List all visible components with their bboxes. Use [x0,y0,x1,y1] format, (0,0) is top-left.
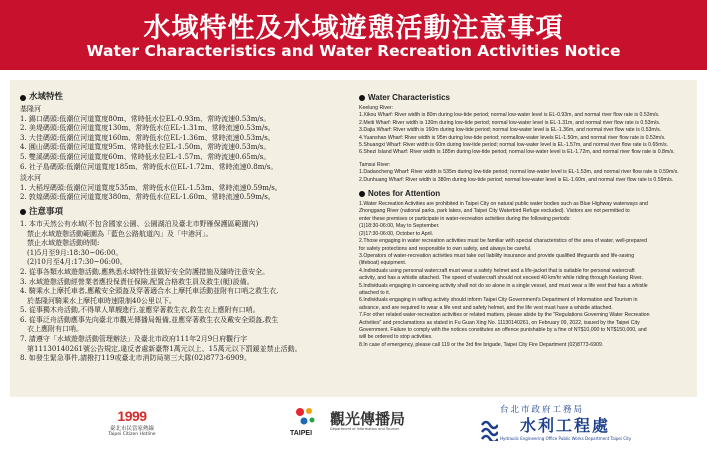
list-item: 4. 騎乘水上摩托車者,應戴安全頭盔及穿著適合水上摩托車活動並附有口哨之救生衣, [20,287,279,296]
bullet-icon [20,209,26,215]
hotline-label-zh: 臺北市民當家熱線 [109,426,154,432]
taipei-wordmark: TAIPEI [290,430,313,437]
list-item: 1. 大稻埕碼頭:低潮位河道寬度535m、常時低水位EL-1.53m、常時流速0.59m/s。 [20,183,282,192]
chinese-column [20,88,355,364]
list-item: 6. 社子島碼頭:低潮位河道寬度185m、常時低水位EL-1.72m、常時流速0.8m/s。 [20,162,278,171]
list-item: 8.In case of emergency, please call 119 or the 3rd fire brigade, Taipei City Fire Department (02)8773-6909. [359,341,604,348]
bullet-icon [20,95,26,101]
list-item: (lifeboat) equipment. [359,260,407,267]
list-item: 3. 水域遊憩活動經營業者應投保責任保險,配置合格救生員及救生(艇)設備。 [20,277,254,286]
list-item: 2. 從事各類水域遊憩活動,應熟悉水域特性並做好安全防護措施及隨時注意安全。 [20,267,270,276]
hotline-label-en: Taipei Citizen Hotline [108,432,156,437]
list-item: 6.Shezi Island Wharf: River width is 185m during low-tide period; normal low-water level is EL-1.72m, and normal river flow rate is 0.8m/s. [359,149,675,156]
list-item: advance, and are required to wear a life vest and safety helmet, and the life vest must have a whistle attached. [359,304,613,311]
section-heading: 水域特性 [20,92,355,103]
wave-emblem-icon [480,417,498,441]
river-title: Keelung River: [359,105,394,111]
list-item: for safety protections and responsible to own safety, and always be careful. [359,245,532,252]
list-item: 4.Individuals using personal watercraft must wear a safety helmet and a life-jacket that is suitable for personal watercraft [359,267,635,274]
section-heading: Water Characteristics [359,92,695,103]
hed-agency-name: 台北市政府工務局 [500,405,585,415]
keelung-list [20,115,355,173]
list-item: 6. 從事泛舟活動應事先向臺北市觀光傳播局報備,並應穿著救生衣及戴安全頭盔,救生 [20,315,279,324]
list-item: 2. 敦煌碼頭:低潮位河道寬度380m、常時低水位EL-1.60m、常時流速0.59m/s。 [20,193,275,202]
list-item: 2. 美堤碼頭:低潮位河道寬度130m、常時低水位EL-1.31m、常時流速0.53m/s。 [20,124,275,133]
list-item: (1)5月至9月:18:30~06:00。 [20,248,123,257]
list-item: attached to it. [359,289,391,296]
list-item: 第11130140261號公告規定,違反者處新臺幣1萬元以上、15萬元以下罰鍰並禁止活動。 [20,344,302,353]
list-item: 1. 錫口碼頭:低潮位河道寬度80m、常時低水位EL-0.93m、常時流速0.53m/s。 [20,114,271,123]
list-item: 禁止水域遊憩活動範圍為「藍色公路航道內」及「中港河」。 [20,229,213,238]
section-heading: 注意事項 [20,207,355,218]
header-banner [0,0,707,70]
list-item: (1)18:30-06:00, May to September. [359,223,440,230]
list-item: (2)17:30-06:00, October to April. [359,230,434,237]
list-item: 1.Dadaocheng Wharf: River width is 535m during low-tide period; normal low-water level is EL-1.53m, and normal river flow rate is 0.59m/s. [359,169,679,176]
hed-english-name: Hydraulic Engineering Office Public Works Department Taipei City [500,436,632,441]
notes-list [359,201,695,349]
list-item: 5.Shuangxi Wharf: River width is 60m during low-tide period; normal low-water level is EL-1.57m, and normal river flow rate is 0.65m/s. [359,142,669,149]
list-item: will be ordered to stop activities. [359,334,433,341]
list-item: 6.Individuals engaging in rafting activity should inform Taipei City Government's Department of Information and Tourism in [359,297,638,304]
list-item: 3.Dajia Wharf: River width is 160m during low-tide period; normal low-water level is EL-1.36m, and normal river flow rate is 0.53m/s. [359,127,662,134]
list-item: 2.Those engaging in water recreation activities must be familiar with special characteristics of the area of water, well-prepared [359,238,648,245]
list-item: Zhonggang River (national parks, park lakes, and Taipei City Waterbird Refuge excluded). Visitors are not permitted to [359,208,630,215]
list-item: 3.Operators of water-recreation activities must take out liability insurance and provide qualified lifeguards and life-saving [359,252,635,259]
list-item: 3. 大佳碼頭:低潮位河道寬度160m、常時低水位EL-1.36m、常時流速0.53m/s。 [20,133,275,142]
list-item: 1.Water Recreation Activities are prohibited in Taipei City on natural public water bodies such as Blue Highway waterways and [359,201,648,208]
list-item: 1. 本市天然公有水域(不包含國家公園、公園湖泊及臺北市野雁保護區範圍內) [20,219,259,228]
bullet-icon [359,191,365,197]
title-english: Water Characteristics and Water Recreation Activities Notice [86,42,621,60]
river-title: 淡水河 [20,174,41,183]
hotline-logo [102,408,162,437]
tamsui-list [20,184,355,203]
list-item: 1.Xikou Wharf: River width is 80m during low-tide period; normal low-water level is EL-0.93m, and normal river flow rate is 0.53m/s. [359,112,660,119]
list-item: Activities" and proclamations as stated in Fu Guan Xing No. 11130140261, on February 09, 2022, issued by the Taipei City [359,319,640,326]
list-item: 5. 雙溪碼頭:低潮位河道寬度60m、常時低水位EL-1.57m、常時流速0.65m/s。 [20,152,271,161]
list-item: 於基隆河騎乘水上摩托車時速限制40公里以下。 [20,296,176,305]
list-item: Government. Failure to comply with the notices constitutes an offence punishable by a fine of NT$10,000 to NT$150,000, and [359,326,647,333]
list-item: 5.Individuals engaging in canoeing activity shall not do so alone in a single vessel, and must wear a life vest that has a whistle [359,282,648,289]
list-item: 2.Meiti Wharf: River width is 130m during low-tide period; normal low-water level is EL-1.31m, and normal river flow rate is 0.53m/s. [359,119,661,126]
list-item: activity, and has a whistle attached. The speed of watercraft should not exceed 40 km/hr while riding through Keelung River. [359,275,643,282]
list-item: enter these premises or participate in water-recreation activities during the following periods: [359,215,571,222]
list-item: 8. 如發生緊急事件,請撥打119或臺北市消防局第三大隊(02)8773-6909。 [20,354,251,363]
list-item: 4.Yuanshan Wharf: River width is 95m during low-tide period; normallow-water levels EL-1.50m, and normal river flow rate is 0.53m/s. [359,134,666,141]
tamsui-list [359,169,695,184]
english-column [359,88,695,349]
list-item: 5. 從事獨木舟活動,不得單人單艘進行,並應穿著救生衣,救生衣上應附有口哨。 [20,306,260,315]
list-item: 7. 請遵守「水域遊憩活動管理辦法」及臺北市政府111年2月9日府觀行字 [20,335,248,344]
tourism-logo-text: 觀光傳播局 [330,410,406,428]
content-panel [10,80,697,397]
bullet-icon [359,95,365,101]
keelung-list [359,112,695,156]
taipei-emblem-icon [290,402,320,430]
list-item: 7.For other related water-recreation activities or related matters, please abide by the "Regulations Governing Water Recreation [359,312,650,319]
list-item: 4. 圓山碼頭:低潮位河道寬度95m、常時低水位EL-1.50m、常時流速0.53m/s。 [20,143,271,152]
hotline-number: 1999 [117,408,147,424]
list-item: 2.Dunhuang Wharf: River width is 380m during low-tide period; normal low-water level is EL-1.60m, and normal river flow rate is 0.59m/s. [359,176,674,183]
tourism-logo-en: Department of Information and Tourism [330,427,400,431]
river-title: 基隆河 [20,105,41,113]
river-title: Tamsui River: [359,161,391,168]
hed-office-name: 水利工程處 [520,416,611,435]
notes-list [20,220,355,364]
list-item: 禁止水域遊憩活動時間: [20,239,100,248]
section-heading: Notes for Attention [359,188,695,199]
list-item: 衣上應附有口哨。 [20,325,83,334]
list-item: (2)10月至4月:17:30~06:00。 [20,258,127,267]
title-chinese: 水域特性及水域遊憩活動注意事項 [143,13,564,44]
